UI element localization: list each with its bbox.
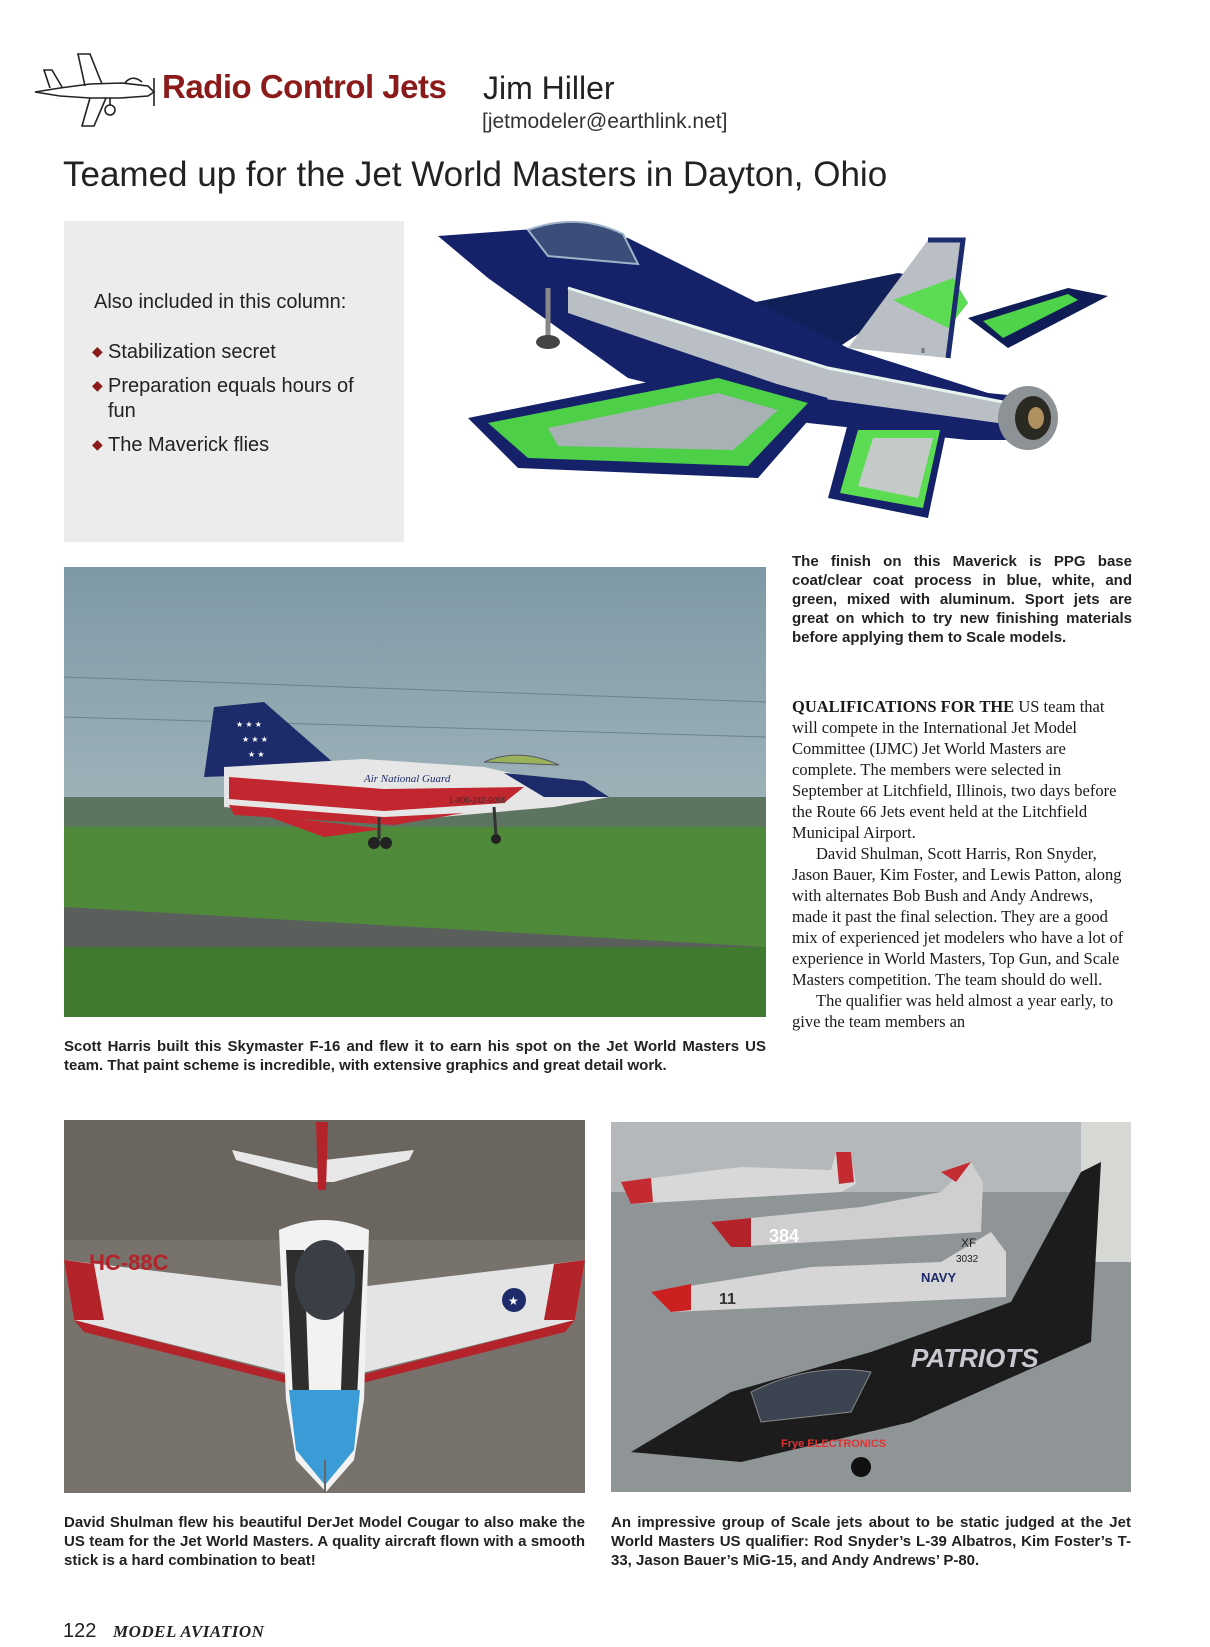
f16-phone-text: 1-800-242-9055	[449, 796, 506, 805]
svg-text:★ ★: ★ ★	[248, 750, 265, 759]
sidebar-list	[92, 339, 382, 466]
bullet-icon: ◆	[92, 436, 103, 452]
sidebar-item: ◆ Stabilization secret	[92, 341, 276, 363]
svg-text:★: ★	[508, 1294, 519, 1308]
column-title: Radio Control Jets	[162, 68, 447, 105]
f16-caption: Scott Harris built this Skymaster F-16 and flew it to earn his spot on the Jet World Masters US team. That paint scheme is incredible, with extensive graphics and great detail work.	[64, 1038, 766, 1074]
group-patriots-text: PATRIOTS	[911, 1343, 1039, 1373]
bullet-icon: ◆	[92, 343, 103, 359]
group-384-text: 384	[769, 1226, 800, 1246]
article-headline: Teamed up for the Jet World Masters in Dayton, Ohio	[63, 155, 888, 194]
magazine-name: MODEL AVIATION	[113, 1622, 265, 1641]
cougar-jet-photo	[64, 1120, 585, 1493]
body-paragraph: QUALIFICATIONS FOR THE US team that will compete in the International Jet Model Committee (IJMC) Jet World Masters are complete. The members were selected in September at Litchfield, Illinois, two days before the Route 66 Jets event held at the Litchfield Municipal Airport.	[792, 697, 1117, 842]
bullet-icon: ◆	[92, 377, 103, 393]
scale-jets-group-photo	[611, 1122, 1131, 1492]
group-frye-text: Frye ELECTRONICS	[781, 1438, 887, 1450]
rc-airplane-logo-icon	[30, 48, 160, 133]
also-included-sidebar	[64, 221, 404, 542]
group-navy-text: NAVY	[921, 1270, 957, 1285]
group-xf-num-text: 3032	[956, 1254, 979, 1265]
maverick-caption: The finish on this Maverick is PPG base coat/clear coat process in blue, white, and green, mixed with aluminum. Sport jets are great on which to try new finishing materials before applying them to Scale models.	[792, 553, 1132, 646]
sidebar-item: ◆ The Maverick flies	[92, 434, 270, 456]
author-name: Jim Hiller	[483, 70, 615, 106]
author-email: [jetmodeler@earthlink.net]	[482, 110, 728, 133]
svg-text:★ ★ ★: ★ ★ ★	[242, 735, 268, 744]
page-number: 122	[63, 1620, 97, 1642]
group-xf-text: XF	[961, 1236, 977, 1250]
f16-jet-photo	[64, 567, 766, 1017]
cougar-caption: David Shulman flew his beautiful DerJet Model Cougar to also make the US team for the Jet World Masters. A quality aircraft flown with a smooth stick is a hard combination to beat!	[64, 1514, 585, 1569]
maverick-jet-photo	[428, 218, 1163, 540]
sidebar-item: ◆ Preparation equals hours of fun	[92, 375, 354, 422]
article-body	[792, 696, 1132, 1032]
group-caption: An impressive group of Scale jets about to be static judged at the Jet World Masters US qualifier: Rod Snyder’s L-39 Albatros, Kim Foster’s T-33, Jason Bauer’s MiG-15, and Andy Andrews’ P-80.	[611, 1514, 1131, 1569]
body-paragraph: David Shulman, Scott Harris, Ron Snyder, Jason Bauer, Kim Foster, and Lewis Patton, along with alternates Bob Bush and Andy Andrews, made it past the final selection. They are a good mix of experienced jet modelers who have a lot of experience in World Masters, Top Gun, and Scale Masters competition. The team should do well.	[792, 844, 1124, 989]
svg-text:★ ★ ★: ★ ★ ★	[236, 720, 262, 729]
cougar-wing-text: HC-88C	[89, 1250, 169, 1275]
lead-in: QUALIFICATIONS FOR THE	[792, 697, 1015, 716]
body-paragraph: The qualifier was held almost a year early, to give the team members an	[792, 991, 1114, 1031]
f16-tail-text: Air National Guard	[364, 773, 451, 785]
sidebar-title: Also included in this column:	[94, 291, 347, 313]
group-11-text: 11	[719, 1291, 736, 1308]
